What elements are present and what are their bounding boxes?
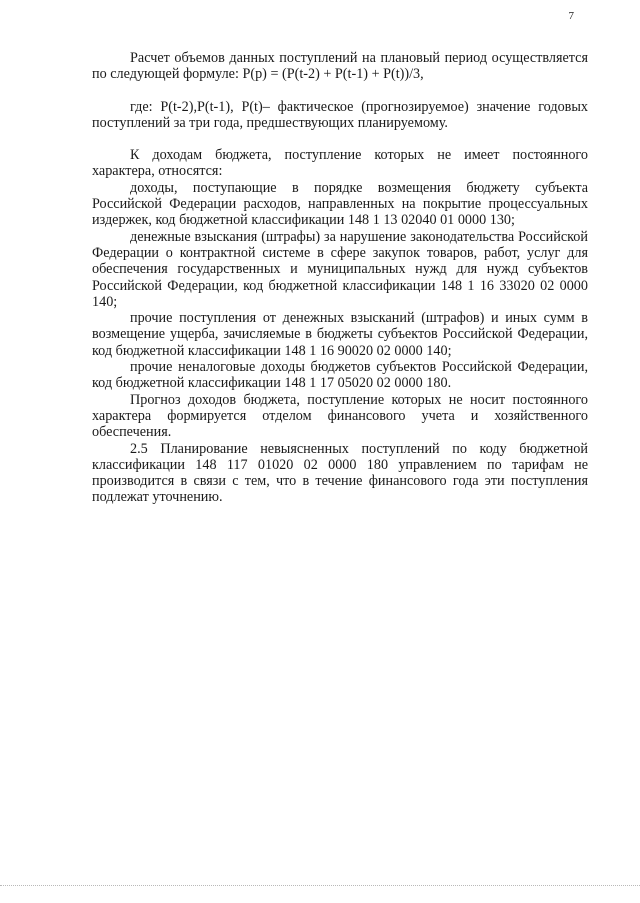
list-item-procurement-fines: денежные взыскания (штрафы) за нарушение законодательства Российской Федерации о контрактной системе в сфере закупок товаров, работ, услуг для обеспечения государственных и муниципальных нужд для нужд субъектов Российской Федерации, код бюджетной классификации 148 1 16 33020 02 0000 140;	[92, 228, 588, 310]
list-item-nontax-income: прочие неналоговые доходы бюджетов субъектов Российской Федерации, код бюджетной классификации 148 1 17 05020 02 0000 180.	[92, 359, 588, 392]
paragraph-nonrecurring-intro: К доходам бюджета, поступление которых не имеет постоянного характера, относятся:	[92, 147, 588, 180]
paragraph-formula: Расчет объемов данных поступлений на плановый период осуществляется по следующей формуле: P(p) = (P(t-2) + P(t-1) + P(t))/3,	[92, 50, 588, 83]
document-body	[92, 50, 588, 506]
paragraph-forecast: Прогноз доходов бюджета, поступление которых не носит постоянного характера формируется отделом финансового учета и хозяйственного обеспечения.	[92, 391, 588, 441]
page-number: 7	[568, 10, 574, 22]
scan-edge-divider	[0, 885, 640, 886]
list-item-other-fines: прочие поступления от денежных взысканий (штрафов) и иных сумм в возмещение ущерба, зачисляемые в бюджеты субъектов Российской Федерации, код бюджетной классификации 148 1 16 90020 02 0000 140;	[92, 310, 588, 359]
list-item-procedural-costs: доходы, поступающие в порядке возмещения бюджету субъекта Российской Федерации расходов, направленных на покрытие процессуальных издержек, код бюджетной классификации 148 1 13 02040 01 0000 130;	[92, 179, 588, 229]
paragraph-section-2-5: 2.5 Планирование невыясненных поступлений по коду бюджетной классификации 148 117 01020 02 0000 180 управлением по тарифам не производится в связи с тем, что в течение финансового года эти поступления подлежат уточнению.	[92, 440, 588, 506]
paragraph-formula-legend: где: P(t-2),P(t-1), P(t)– фактическое (прогнозируемое) значение годовых поступлений за три года, предшествующих планируемому.	[92, 98, 588, 131]
